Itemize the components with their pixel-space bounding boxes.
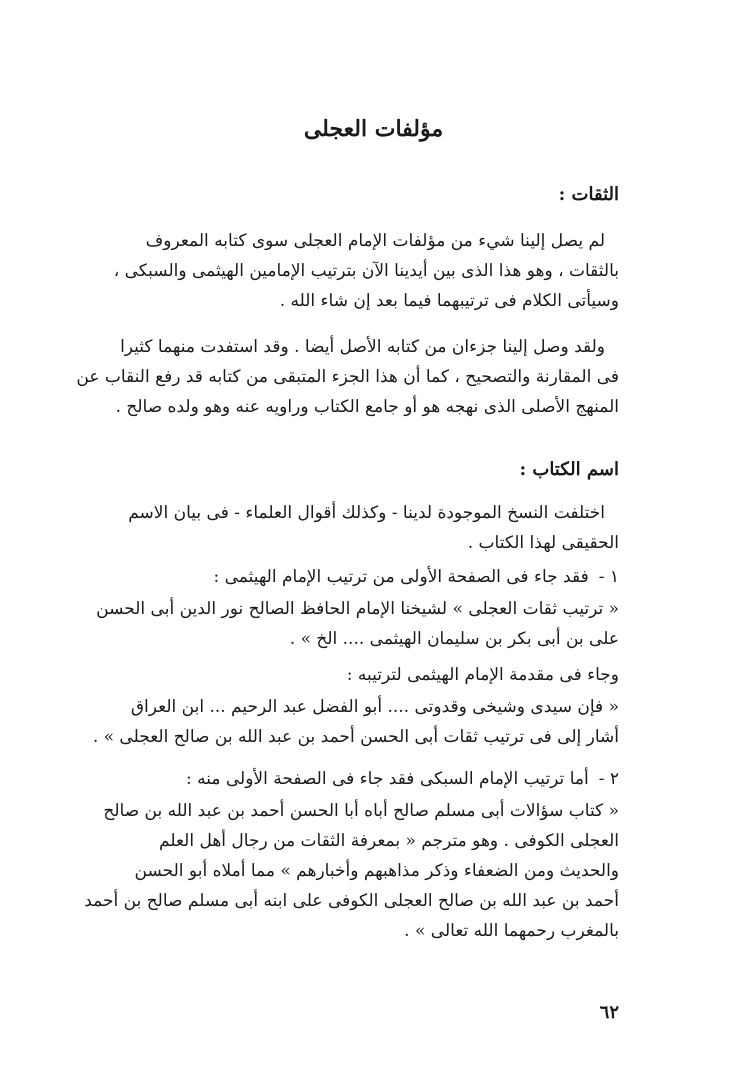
text-line: والحديث ومن الضعفاء وذكر مذاهبهم وأخبارهم » مما أملاه أبو الحسن	[134, 861, 619, 881]
text-line: لم يصل إلينا شيء من مؤلفات الإمام العجلى سوى كتابه المعروف	[145, 231, 605, 251]
quote-haythami-title	[72, 594, 619, 654]
item-number: ٢ -	[598, 769, 619, 789]
text-line: أشار إلى فى ترتيب ثقات أبى الحسن أحمد بن عبد الله بن صالح العجلى » .	[92, 727, 619, 747]
text-line: اختلفت النسخ الموجودة لدينا - وكذلك أقوال العلماء - فى بيان الاسم	[128, 503, 605, 523]
paragraph-names	[72, 498, 619, 558]
text-line: فى المقارنة والتصحيح ، كما أن هذا الجزء المتبقى من كتابه قد رفع النقاب عن	[76, 367, 619, 387]
list-item-2	[72, 764, 619, 794]
quote-haythami-intro	[72, 692, 619, 752]
text-line: « كتاب سؤالات أبى مسلم صالح أباه أبا الحسن أحمد بن عبد الله بن صالح	[103, 801, 619, 821]
section-heading-thiqat: الثقات :	[558, 184, 619, 205]
text-line: وسيأتى الكلام فى ترتيبهما فيما بعد إن شاء الله .	[279, 291, 619, 311]
text-line: الحقيقى لهذا الكتاب .	[467, 533, 619, 553]
item-text: فقد جاء فى الصفحة الأولى من ترتيب الإمام الهيثمى :	[213, 567, 589, 587]
text-line: على بن أبى بكر بن سليمان الهيثمى .... الخ » .	[289, 629, 619, 649]
text-line: ولقد وصل إلينا جزءان من كتابه الأصل أيضا . وقد استفدت منهما كثيرا	[120, 337, 605, 357]
text-line: « ترتيب ثقات العجلى » لشيخنا الإمام الحافظ الصالح نور الدين أبى الحسن	[96, 599, 619, 619]
text-line: « فإن سيدى وشيخى وقدوتى .... أبو الفضل عبد الرحيم ... ابن العراق	[130, 697, 619, 717]
paragraph-haythami-intro	[72, 660, 619, 690]
paragraph-intro	[72, 226, 619, 316]
paragraph-parts	[72, 332, 619, 422]
text-line: أحمد بن عبد الله بن صالح العجلى الكوفى على ابنه أبى مسلم صالح بن أحمد	[84, 891, 619, 911]
item-number: ١ -	[598, 567, 619, 587]
text-line: العجلى الكوفى . وهو مترجم « بمعرفة الثقات من رجال أهل العلم	[159, 831, 619, 851]
quote-subki-title	[72, 796, 619, 946]
item-text: أما ترتيب الإمام السبكى فقد جاء فى الصفحة الأولى منه :	[185, 769, 589, 789]
list-item-1	[72, 562, 619, 592]
text-line: بالمغرب رحمهما الله تعالى » .	[404, 921, 619, 941]
text-line: المنهج الأصلى الذى نهجه هو أو جامع الكتاب وراويه عنه وهو ولده صالح .	[115, 397, 619, 417]
page-number: ٦٢	[599, 1002, 619, 1023]
section-heading-book-name: اسم الكتاب :	[519, 459, 619, 480]
text-line: وجاء فى مقدمة الإمام الهيثمى لترتيبه :	[346, 665, 619, 685]
text-line: بالثقات ، وهو هذا الذى بين أيدينا الآن بترتيب الإمامين الهيثمى والسبكى ،	[113, 261, 619, 281]
page-title: مؤلفات العجلى	[303, 116, 444, 142]
